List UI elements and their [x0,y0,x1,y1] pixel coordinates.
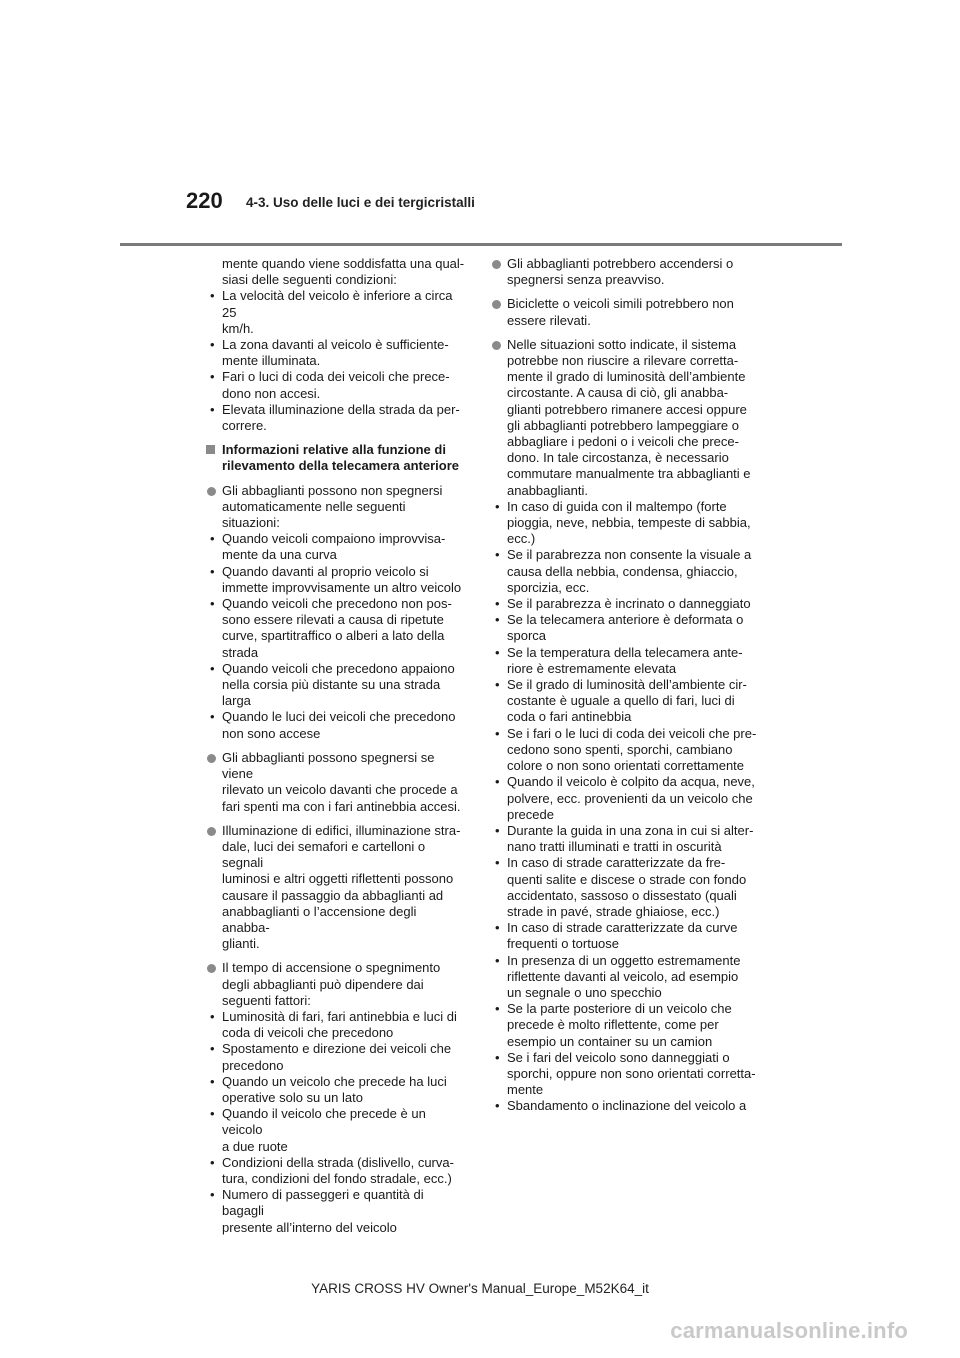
list-item [490,677,758,726]
list-item [205,337,465,369]
list-bullet: • [495,774,500,790]
bullet-block [490,296,758,328]
text-line: In caso di guida con il maltempo (forte [507,498,727,514]
list-item [205,596,465,661]
text-line: siasi delle seguenti condizioni: [222,272,397,288]
text-line: Gli abbaglianti possono non spegnersi [222,482,443,498]
list-bullet: • [210,1041,215,1057]
text-line: Quando un veicolo che precede ha luci [222,1073,447,1089]
list-item [490,920,758,952]
list-item [490,645,758,677]
text-line: causa della nebbia, condensa, ghiaccio, [507,563,738,579]
list-bullet: • [495,1098,500,1114]
text-line: mente da una curva [222,547,337,563]
text-line: sporca [507,628,547,644]
text-line: riore è estremamente elevata [507,660,677,676]
text-line: Sbandamento o inclinazione del veicolo a [507,1098,747,1114]
text-line: Se la parte posteriore di un veicolo che [507,1001,732,1017]
list-bullet: • [495,644,500,660]
text-line: Se la temperatura della telecamera ante- [507,644,743,660]
text-line: In caso di strade caratterizzate da curve [507,920,738,936]
text-line: non sono accese [222,725,321,741]
text-line: colore o non sono orientati correttamente [507,758,745,774]
bullet-dot-icon [207,827,216,836]
text-line: anabbaglianti o l’accensione degli anabba- [222,903,417,935]
text-line: Quando il veicolo è colpito da acqua, neve, [507,774,755,790]
text-line: precede [507,806,554,822]
list-item [205,564,465,596]
list-bullet: • [495,822,500,838]
text-line: abbagliare i pedoni o i veicoli che prece- [507,434,739,450]
text-line: Il tempo di accensione o spegnimento [222,960,441,976]
text-line: glianti. [222,936,260,952]
text-line: accidentato, sassoso o dissestato (quali [507,887,737,903]
text-line: mente illuminata. [222,353,321,369]
text-line: La velocità del veicolo è inferiore a circa 25 [222,288,453,320]
text-line: mente il grado di luminosità dell’ambiente [507,369,746,385]
text-line: curve, spartitraffico o alberi a lato della [222,628,445,644]
text-line: In presenza di un oggetto estremamente [507,952,741,968]
list-item [490,1098,758,1114]
text-line: correre. [222,418,267,434]
text-line: strade in pavé, strade ghiaiose, ecc.) [507,903,720,919]
list-item [205,1187,465,1236]
text-line: In caso di strade caratterizzate da fre- [507,855,726,871]
text-line: Se i fari del veicolo sono danneggiati o [507,1049,730,1065]
list-bullet: • [495,612,500,628]
page-number: 220 [186,188,223,213]
list-bullet: • [210,337,215,353]
bullet-dot-icon [207,754,216,763]
bullet-dot-icon [492,300,501,309]
text-line: ecc.) [507,531,536,547]
text-line: fari spenti ma con i fari antinebbia accesi. [222,798,461,814]
list-bullet: • [210,709,215,725]
list-bullet: • [495,547,500,563]
list-bullet: • [495,677,500,693]
text-line: seguenti fattori: [222,992,311,1008]
list-item [490,774,758,823]
bullet-block [205,483,465,742]
text-line: dono. In tale circostanza, è necessario [507,450,729,466]
list-item [490,953,758,1002]
list-bullet: • [210,596,215,612]
text-line: sporcizia, ecc. [507,579,590,595]
bullet-block [205,960,465,1235]
text-line: polvere, ecc. provenienti da un veicolo che [507,790,753,806]
text-line: nano tratti illuminati e tratti in oscurità [507,839,722,855]
text-line: Se il parabrezza è incrinato o danneggiato [507,596,751,612]
watermark: carmanualsonline.info [670,1318,908,1343]
text-line: tura, condizioni del fondo stradale, ecc.) [222,1170,452,1186]
text-line: Spostamento e direzione dei veicoli che [222,1041,452,1057]
list-item [490,823,758,855]
text-line: larga [222,693,251,709]
text-line: Se la telecamera anteriore è deformata o [507,612,744,628]
text-line: dono non accesi. [222,385,321,401]
text-line: Durante la guida in una zona in cui si alter- [507,822,754,838]
text-line: km/h. [222,320,254,336]
square-bullet-icon [206,445,215,454]
text-line: dale, luci dei semafori e cartelloni o segnali [222,838,426,871]
bullet-lead [490,256,758,288]
text-line: Gli abbaglianti potrebbero accendersi o [507,256,734,271]
bullet-dot-icon [207,487,216,496]
text-line: commutare manualmente tra abbaglianti e [507,466,751,482]
text-line: Se i fari o le luci di coda dei veicoli che pre- [507,725,757,741]
list-bullet: • [210,660,215,676]
list-item [205,709,465,741]
text-line: Nelle situazioni sotto indicate, il sistema [507,336,737,352]
bullet-lead [205,483,465,532]
text-line: mente quando viene soddisfatta una qual- [222,256,465,271]
bullet-block [490,337,758,1115]
list-bullet: • [495,725,500,741]
text-line: Fari o luci di coda dei veicoli che prece- [222,369,450,385]
text-line: glianti potrebbero rimanere accesi oppure [507,401,747,417]
text-line: automaticamente nelle seguenti situazioni: [222,498,406,531]
text-line: strada [222,644,259,660]
left-column [205,256,465,1244]
intro-items [205,288,465,434]
list-bullet: • [495,1049,500,1065]
list-item [490,1050,758,1099]
text-line: coda o fari antinebbia [507,709,632,725]
text-line: cedono sono spenti, sporchi, cambiano [507,741,733,757]
list-item [205,288,465,337]
list-item [205,661,465,710]
text-line: Biciclette o veicoli simili potrebbero non [507,296,734,312]
text-line: sono essere rilevati a causa di ripetute [222,612,444,628]
list-bullet: • [210,369,215,385]
text-line: potrebbe non riuscire a rilevare corretta- [507,353,739,369]
text-line: frequenti o tortuose [507,936,620,952]
list-item [205,1074,465,1106]
text-line: Informazioni relative alla funzione di [222,442,446,458]
bullet-lead [490,296,758,328]
text-line: Quando veicoli che precedono appaiono [222,660,455,676]
list-item [205,1041,465,1073]
text-line: coda di veicoli che precedono [222,1025,394,1041]
list-bullet: • [210,1073,215,1089]
text-line: Condizioni della strada (dislivello, curva- [222,1154,454,1170]
bullet-block [205,750,465,815]
text-line: Se il parabrezza non consente la visuale a [507,547,752,563]
text-line: anabbaglianti. [507,482,588,498]
list-item [490,612,758,644]
intro-block [205,256,465,434]
bullet-lead [205,750,465,815]
text-line: Elevata illuminazione della strada da per- [222,401,460,417]
list-bullet: • [210,288,215,304]
text-line: un segnale o uno specchio [507,984,662,1000]
list-bullet: • [495,1001,500,1017]
text-line: Gli abbaglianti possono spegnersi se viene [222,749,435,782]
list-bullet: • [210,531,215,547]
list-item [205,1009,465,1041]
list-item [205,1106,465,1155]
text-line: La zona davanti al veicolo è sufficiente- [222,337,449,353]
text-line: Numero di passeggeri e quantità di bagagli [222,1187,424,1219]
text-line: Quando veicoli compaiono improvvisa- [222,531,446,547]
list-item [490,499,758,548]
list-item [490,547,758,596]
text-line: Quando le luci dei veicoli che precedono [222,709,456,725]
text-line: gli abbaglianti potrebbero lampeggiare o [507,417,739,433]
text-line: quenti salite e discese o strade con fondo [507,871,747,887]
section-title: 4-3. Uso delle luci e dei tergicristalli [246,195,475,210]
bullet-block [490,256,758,288]
text-line: rilevamento della telecamera anteriore [222,458,460,474]
list-bullet: • [495,920,500,936]
bullet-dot-icon [207,964,216,973]
text-line: Quando veicoli che precedono non pos- [222,596,452,612]
list-item [490,855,758,920]
text-line: causare il passaggio da abbaglianti ad [222,887,444,903]
text-line: precede è molto riflettente, come per [507,1017,719,1033]
text-line: mente [507,1082,544,1098]
text-line: riflettente davanti al veicolo, ad esempio [507,968,739,984]
header-rule [120,243,842,246]
text-line: essere rilevati. [507,312,591,328]
text-line: precedono [222,1057,284,1073]
bullet-lead [205,960,465,1009]
text-line: Quando davanti al proprio veicolo si [222,563,429,579]
bullet-dot-icon [492,341,501,350]
bullet-block [205,823,465,953]
text-line: spegnersi senza preavviso. [507,272,665,288]
list-bullet: • [210,401,215,417]
list-bullet: • [210,1008,215,1024]
text-line: Quando il veicolo che precede è un veicolo [222,1106,426,1138]
list-bullet: • [210,1154,215,1170]
text-line: luminosi e altri oggetti riflettenti possono [222,871,454,887]
list-bullet: • [495,855,500,871]
text-line: presente all’interno del veicolo [222,1219,397,1235]
list-bullet: • [495,596,500,612]
list-item [205,1155,465,1187]
text-line: pioggia, neve, nebbia, tempeste di sabbia, [507,515,751,531]
text-line: degli abbaglianti può dipendere dai [222,976,424,992]
text-line: a due ruote [222,1138,288,1154]
text-line: rilevato un veicolo davanti che procede a [222,782,458,798]
list-item [490,726,758,775]
bullet-lead [205,823,465,953]
list-bullet: • [495,498,500,514]
text-line: costante è uguale a quello di fari, luci di [507,693,735,709]
list-bullet: • [495,952,500,968]
bullet-lead [490,337,758,499]
footer-text: YARIS CROSS HV Owner's Manual_Europe_M52K64_it [311,1281,649,1296]
list-item [205,402,465,434]
section-heading [205,442,465,474]
text-line: immette improvvisamente un altro veicolo [222,579,462,595]
list-item [205,369,465,401]
text-line: nella corsia più distante su una strada [222,677,441,693]
bullet-dot-icon [492,260,501,269]
text-line: circostante. A causa di ciò, gli anabba- [507,385,729,401]
list-bullet: • [210,1106,215,1122]
text-line: operative solo su un lato [222,1089,363,1105]
text-line: esempio un container su un camion [507,1033,713,1049]
text-line: Luminosità di fari, fari antinebbia e luci di [222,1008,457,1024]
list-bullet: • [210,563,215,579]
text-line: Illuminazione di edifici, illuminazione stra- [222,822,461,838]
list-bullet: • [210,1187,215,1203]
list-item [205,531,465,563]
text-line: Se il grado di luminosità dell’ambiente cir- [507,677,747,693]
text-line: sporchi, oppure non sono orientati corretta- [507,1065,756,1081]
list-item [490,596,758,612]
list-item [490,1001,758,1050]
right-column [490,256,758,1123]
